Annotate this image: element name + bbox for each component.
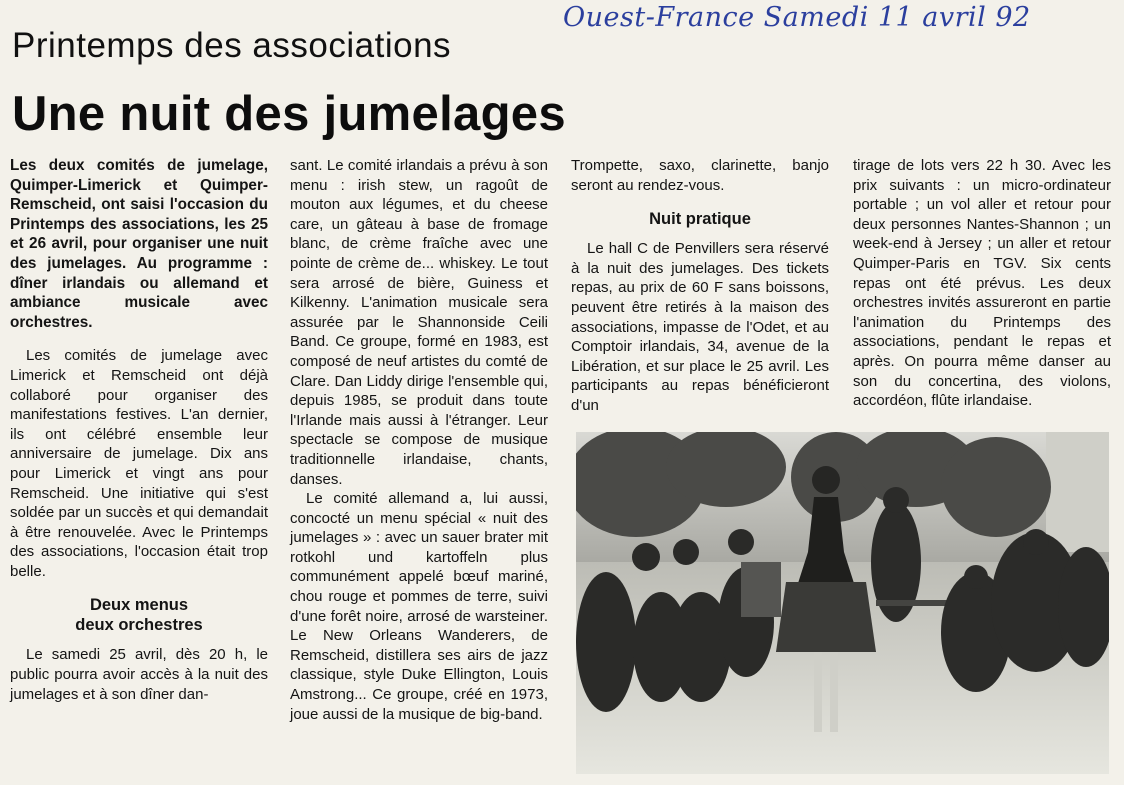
body-paragraph: Le comité allemand a, lui aussi, concocté un menu spécial « nuit des jumelages » : avec un sauer brater mit rotkohl und kartoffeln plus communément appelé bœuf mariné, chou rouge et pommes de terre, suivi d'une forêt noire, arrosé de warsteiner. Le New Orleans Wanderers, de Remscheid, distillera ses airs de jazz classique, style Duke Ellington, Louis Amstrong... Ce groupe, créé en 1973, joue aussi de la musique de big-band. xyxy=(290,490,548,723)
paragraph-spacer xyxy=(10,332,268,346)
body-paragraph: tirage de lots vers 22 h 30. Avec les prix suivants : un micro-ordinateur portable ; un vol aller et retour pour deux personnes Nantes-Shannon ; un week-end à Jersey ; un aller et retour Quimper-Paris en TGV. Six cents repas ont été prévus. Les deux orchestres invités assureront en partie l'animation du Printemps des associations, pendant le repas et après. On pourra même danser au son du concertina, des violons, accordéon, flûte irlandaise. xyxy=(853,157,1111,410)
article-headline: Une nuit des jumelages xyxy=(12,87,566,141)
column-4 xyxy=(853,156,1111,411)
subheading-line-2: deux orchestres xyxy=(75,616,203,635)
column-3 xyxy=(571,156,829,416)
section-subheading: Nuit pratique xyxy=(649,210,751,229)
article-photo xyxy=(576,432,1109,774)
subheading-line-1: Deux menus xyxy=(89,596,189,615)
lead-paragraph: Les deux comités de jumelage, Quimper-Limerick et Quimper-Remscheid, ont saisi l'occasion du Printemps des associations, les 25 et 26 avril, pour organiser une nuit des jumelages. Au programme : dîner irlandais ou allemand et ambiance musicale avec orchestres. xyxy=(10,157,268,331)
body-paragraph: Le samedi 25 avril, dès 20 h, le public pourra avoir accès à la nuit des jumelages et à son dîner dan- xyxy=(10,646,268,703)
article-kicker: Printemps des associations xyxy=(12,26,452,65)
column-1 xyxy=(10,156,268,704)
body-paragraph: sant. Le comité irlandais a prévu à son menu : irish stew, un ragoût de mouton aux légumes, et du cheese care, un gâteau à base de fromage blanc, de crème fraîche avec une pointe de crème de... whiskey. Le tout sera arrosé de bière, Guiness et Kilkenny. L'animation musicale sera assurée par le Shannonside Ceili Band. Ce groupe, formé en 1983, est composé de neuf artistes du comté de Clare. Dan Liddy dirige l'ensemble qui, depuis 1985, se produit dans toute l'Irlande mais aussi à l'étranger. Leur spectacle se compose de musique traditionnelle irlandaise, chants, danses. xyxy=(290,157,548,488)
body-paragraph: Trompette, saxo, clarinette, banjo seront au rendez-vous. xyxy=(571,157,829,194)
body-paragraph: Le hall C de Penvillers sera réservé à la nuit des jumelages. Des tickets repas, au prix de 60 F sans boissons, peuvent être retirés à la maison des associations, impasse de l'Odet, et au Comptoir irlandais, 34, avenue de la Libération, et sur place le 25 avril. Les participants au repas bénéficieront d'un xyxy=(571,240,829,414)
handwritten-source-note: Ouest-France Samedi 11 avril 92 xyxy=(563,2,1031,33)
photo-building xyxy=(1046,432,1109,552)
section-subheading xyxy=(10,595,268,635)
column-2 xyxy=(290,156,548,724)
photo-illustration xyxy=(576,432,1109,774)
body-paragraph: Les comités de jumelage avec Limerick et Remscheid ont déjà collaboré pour organiser des manifestations festives. L'an dernier, ils ont célébré ensemble leur anniversaire de jumelage. Dix ans pour Limerick et vingt ans pour Remscheid. Une initiative qui s'est soldée par un succès et qui demandait à être renouvelée. Avec le Printemps des associations, l'occasion était trop belle. xyxy=(10,347,268,580)
